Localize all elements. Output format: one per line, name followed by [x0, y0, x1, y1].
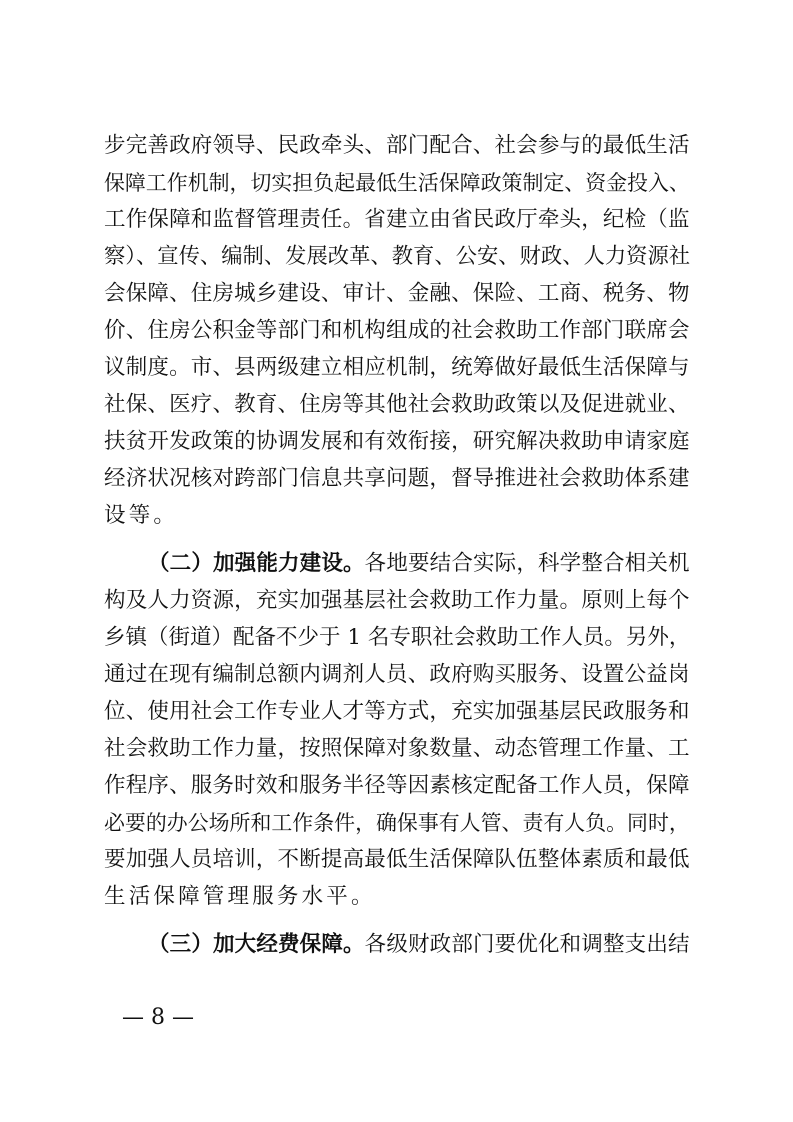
paragraph-line — [104, 731, 690, 767]
paragraph-line — [104, 165, 690, 201]
line-text: 位、使用社会工作专业人才等方式，充实加强基层民政服务和 — [104, 699, 690, 724]
paragraph-line — [104, 276, 690, 312]
paragraph-line — [104, 128, 690, 164]
line-text: 必要的办公场所和工作条件，确保事有人管、责有人负。同时， — [104, 811, 690, 835]
paragraph-line — [104, 424, 690, 460]
line-text: 要加强人员培训，不断提高最低生活保障队伍整体素质和最低 — [104, 847, 690, 872]
section-heading-line — [148, 546, 690, 582]
section-heading: （三）加大经费保障。 — [148, 932, 365, 957]
line-text: 构及人力资源，充实加强基层社会救助工作力量。原则上每个 — [104, 588, 690, 613]
paragraph-line — [104, 387, 690, 423]
line-text: 步完善政府领导、民政牵头、部门配合、社会参与的最低生活 — [104, 133, 690, 158]
line-text: 议制度。市、县两级建立相应机制，统筹做好最低生活保障与 — [104, 355, 690, 380]
paragraph-line — [104, 313, 690, 349]
paragraph-line — [104, 657, 690, 693]
line-text: 乡镇（街道）配备不少于 1 名专职社会救助工作人员。另外， — [104, 625, 691, 650]
section-heading-line — [148, 927, 690, 963]
line-text: 保障工作机制，切实担负起最低生活保障政策制定、资金投入、 — [104, 171, 690, 195]
line-text: 价、住房公积金等部门和机构组成的社会救助工作部门联席会 — [104, 318, 690, 343]
line-text: 设等。 — [104, 503, 179, 528]
paragraph-line — [104, 694, 690, 730]
line-text: 经济状况核对跨部门信息共享问题，督导推进社会救助体系建 — [104, 466, 690, 491]
line-text: 社保、医疗、教育、住房等其他社会救助政策以及促进就业、 — [104, 392, 690, 417]
paragraph-line — [104, 879, 376, 915]
section-heading: （二）加强能力建设。 — [148, 551, 365, 576]
paragraph-line — [104, 620, 690, 656]
section-text: 各级财政部门要优化和调整支出结 — [364, 932, 690, 957]
line-text: 扶贫开发政策的协调发展和有效衔接，研究解决救助申请家庭 — [104, 429, 690, 454]
line-text: 作程序、服务时效和服务半径等因素核定配备工作人员，保障 — [104, 773, 690, 798]
paragraph-line — [104, 805, 690, 841]
paragraph-line — [104, 583, 690, 619]
line-text: 生活保障管理服务水平。 — [104, 884, 376, 909]
paragraph-line — [104, 498, 178, 534]
section-line-content — [148, 546, 690, 582]
paragraph-line — [104, 768, 690, 804]
paragraph-line — [104, 350, 690, 386]
line-text: 察）、宣传、编制、发展改革、教育、公安、财政、人力资源社 — [104, 244, 691, 269]
line-text: 通过在现有编制总额内调剂人员、政府购买服务、设置公益岗 — [104, 662, 690, 687]
paragraph-line — [104, 842, 690, 878]
paragraph-line — [104, 239, 690, 275]
paragraph-line — [104, 461, 690, 497]
page-number: — 8 — — [122, 1005, 194, 1030]
line-text: 工作保障和监督管理责任。省建立由省民政厅牵头，纪检（监 — [104, 207, 690, 232]
line-text: 会保障、住房城乡建设、审计、金融、保险、工商、税务、物 — [104, 281, 690, 306]
paragraph-line — [104, 202, 690, 238]
line-text: 社会救助工作力量，按照保障对象数量、动态管理工作量、工 — [104, 736, 690, 761]
section-line-content — [148, 927, 690, 963]
section-text: 各地要结合实际，科学整合相关机 — [364, 551, 690, 576]
